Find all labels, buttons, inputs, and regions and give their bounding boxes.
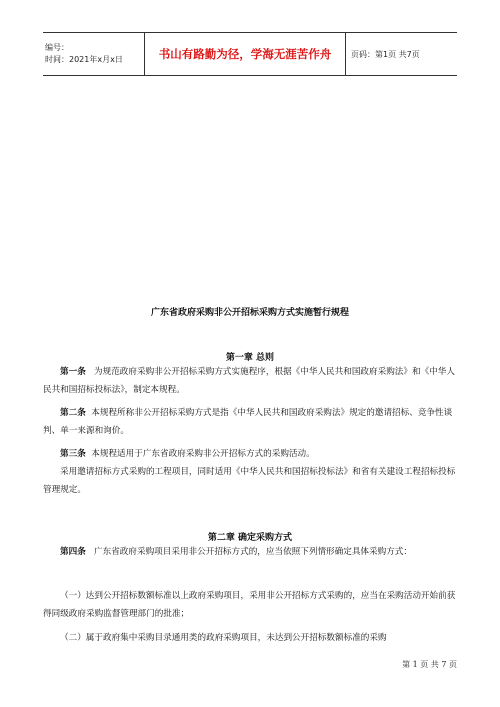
- article-4: [43, 544, 457, 562]
- article-1-text: 为规范政府采购非公开招标采购方式实施程序，根据《中华人民共和国政府采购法》和《中华人民共和国招标投标法》，制定本规程。: [43, 367, 455, 395]
- chapter-heading-2: 第二章 确定采购方式: [207, 533, 293, 543]
- article-4-item-1: （一）达到公开招标数额标准以上政府采购项目，采用非公开招标方式采购的，应当在采购活动开始前获得同级政府采购监督管理部门的批准；: [43, 591, 456, 619]
- page-label: 页码：第1页 共7页: [351, 49, 420, 59]
- number-label: 编号：: [45, 43, 69, 52]
- article-4-label: 第四条: [60, 547, 86, 557]
- invite-tender-paragraph: 采用邀请招标方式采购的工程项目，同时适用《中华人民共和国招标投标法》和省有关建设工程招标投标管理规定。: [43, 467, 456, 495]
- article-3-text: 本规程适用于广东省政府采购非公开招标方式的采购活动。: [91, 449, 315, 459]
- motto: 书山有路勤为径，学海无涯苦作舟: [144, 33, 346, 75]
- time-label: 时间：2021年x月x日: [45, 55, 123, 64]
- article-2-label: 第二条: [60, 408, 86, 418]
- article-3: [43, 446, 457, 464]
- chapter-heading-1: 第一章 总则: [225, 353, 275, 363]
- article-2: [43, 405, 457, 440]
- header-left: [43, 33, 144, 75]
- article-3-label: 第三条: [60, 449, 86, 459]
- article-4-item-2: （二）属于政府集中采购目录通用类的政府采购项目，未达到公开招标数额标准的采购: [60, 633, 387, 643]
- page-footer: 第 1 页 共 7 页: [402, 660, 457, 669]
- article-4-text: 广东省政府采购项目采用非公开招标方式的，应当依照下列情形确定具体采购方式：: [94, 547, 412, 557]
- article-2-text: 本规程所称非公开招标采购方式是指《中华人民共和国政府采购法》规定的邀请招标、竞争性谈判、单一来源和询价。: [43, 408, 453, 436]
- article-1: [43, 364, 457, 399]
- page-header: [43, 32, 457, 76]
- document-title: 广东省政府采购非公开招标采购方式实施暂行规程: [150, 308, 349, 318]
- article-1-label: 第一条: [60, 367, 86, 377]
